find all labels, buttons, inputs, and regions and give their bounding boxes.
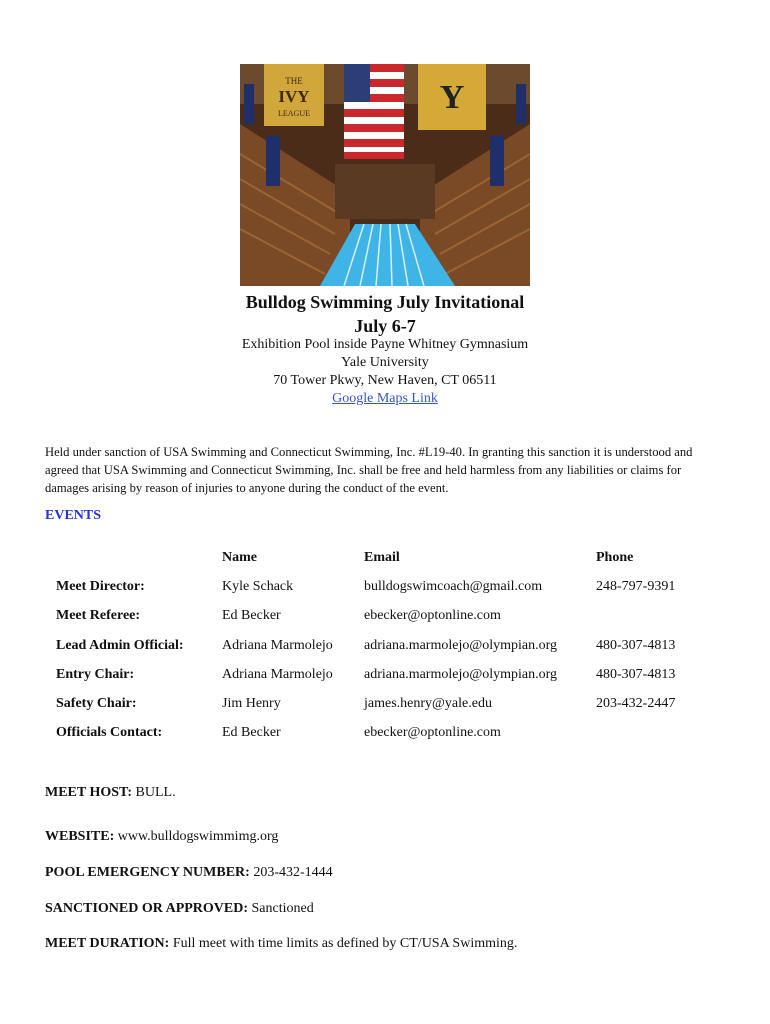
contact-phone: 248-797-9391 (596, 579, 676, 594)
contact-row-meet-referee (0, 608, 770, 630)
pool-emergency-number (45, 865, 333, 881)
svg-text:IVY: IVY (278, 87, 310, 106)
contact-row-lead-admin-official (0, 638, 770, 660)
website-value: www.bulldogswimmimg.org (117, 829, 279, 844)
emergency-value: 203-432-1444 (253, 865, 333, 880)
column-header-phone: Phone (596, 550, 634, 565)
svg-text:THE: THE (285, 76, 303, 86)
meet-host-value: BULL. (135, 785, 176, 800)
events-heading: EVENTS (45, 508, 102, 523)
contact-phone: 203-432-2447 (596, 696, 676, 711)
contact-email[interactable]: ebecker@optonline.com (364, 725, 501, 740)
contact-row-officials-contact (0, 725, 770, 747)
contact-role: Safety Chair: (56, 696, 137, 711)
contact-email[interactable]: adriana.marmolejo@olympian.org (364, 667, 558, 682)
venue-address: 70 Tower Pkwy, New Haven, CT 06511 (273, 373, 497, 388)
contact-row-meet-director (0, 579, 770, 601)
contact-name: Adriana Marmolejo (222, 638, 333, 653)
contact-role: Lead Admin Official: (56, 638, 184, 653)
svg-text:LEAGUE: LEAGUE (278, 109, 310, 118)
meet-duration (45, 936, 517, 952)
contact-name: Kyle Schack (222, 579, 294, 594)
contact-role: Entry Chair: (56, 667, 135, 682)
contact-email[interactable]: adriana.marmolejo@olympian.org (364, 638, 558, 653)
sanctioned-or-approved (45, 901, 314, 917)
sanctioned-label: SANCTIONED OR APPROVED: (45, 901, 249, 916)
contact-phone: 480-307-4813 (596, 638, 676, 653)
emergency-label: POOL EMERGENCY NUMBER: (45, 865, 250, 880)
column-header-name: Name (222, 550, 257, 565)
contact-name: Adriana Marmolejo (222, 667, 333, 682)
venue-name: Exhibition Pool inside Payne Whitney Gymnasium (241, 337, 529, 352)
contact-email[interactable]: james.henry@yale.edu (364, 696, 492, 711)
svg-text:Y: Y (439, 79, 465, 116)
institution-name: Yale University (341, 355, 429, 370)
contact-name: Ed Becker (222, 725, 281, 740)
duration-value: Full meet with time limits as defined by CT/USA Swimming. (172, 936, 518, 951)
contact-row-entry-chair (0, 667, 770, 689)
meet-dates: July 6-7 (354, 316, 416, 336)
sanctioned-value: Sanctioned (251, 901, 314, 916)
contact-email[interactable]: bulldogswimcoach@gmail.com (364, 579, 543, 594)
website-label: WEBSITE: (45, 829, 115, 844)
contact-role: Officials Contact: (56, 725, 163, 740)
contact-row-safety-chair (0, 696, 770, 718)
contact-name: Jim Henry (222, 696, 281, 711)
meet-title: Bulldog Swimming July Invitational (245, 292, 525, 312)
contact-role: Meet Referee: (56, 608, 141, 623)
contact-role: Meet Director: (56, 579, 145, 594)
column-header-email: Email (364, 550, 400, 565)
contact-phone: 480-307-4813 (596, 667, 676, 682)
website (45, 829, 278, 845)
duration-label: MEET DURATION: (45, 936, 170, 951)
contact-email[interactable]: ebecker@optonline.com (364, 608, 501, 623)
google-maps-link[interactable]: Google Maps Link (332, 391, 438, 406)
pool-photo (240, 64, 530, 286)
sanction-statement: Held under sanction of USA Swimming and Connecticut Swimming, Inc. #L19-40. In granting this sanction it is understood and agreed that USA Swimming and Connecticut Swimming, Inc. shall be free and held harmless from any liabilities or claims for damages arising by reason of injuries to anyone during the conduct of the event. (45, 445, 693, 495)
meet-host-label: MEET HOST: (45, 785, 133, 800)
contact-name: Ed Becker (222, 608, 281, 623)
meet-host (45, 785, 176, 801)
